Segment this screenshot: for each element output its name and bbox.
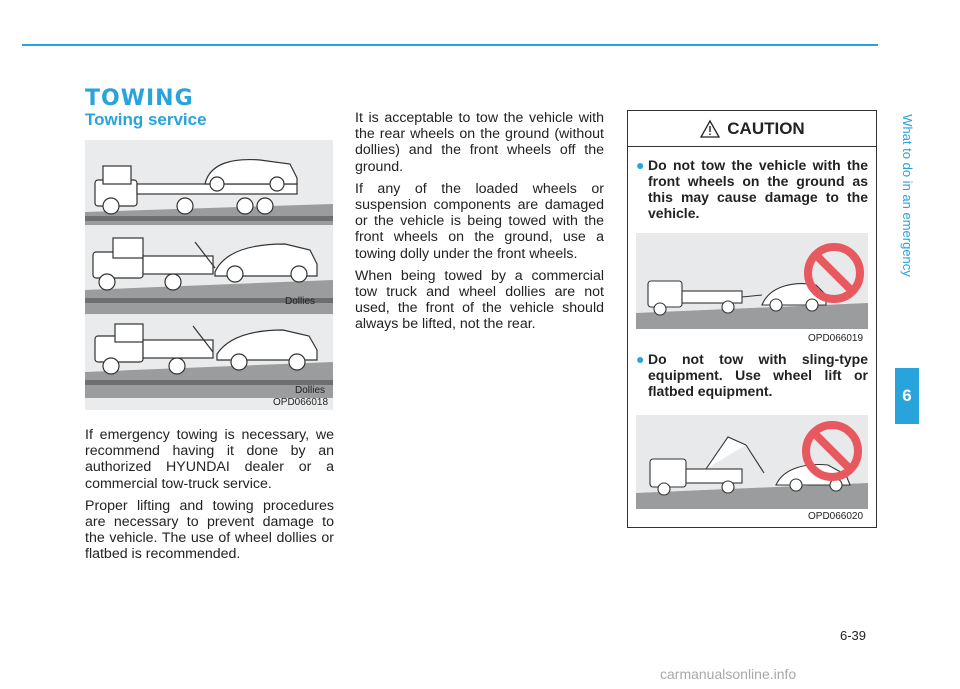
warning-triangle-icon (699, 119, 721, 139)
chapter-side-label: What to do in an emergency (899, 113, 915, 277)
tow-front-wheels-on-ground-illustration (636, 233, 868, 329)
paragraph: Proper lifting and towing procedures are necessary to prevent damage to the vehicle. The use of wheel dollies or flatbed is recommended. (85, 497, 334, 563)
paragraph: If any of the loaded wheels or suspension components are damaged or the vehicle is being towed with the front wheels on the ground, use a towing dolly under the front wheels. (355, 180, 604, 262)
prohibition-icon (808, 247, 860, 299)
towing-methods-illustration (85, 140, 333, 410)
dollies-label: Dollies (285, 296, 316, 307)
top-rule (22, 44, 878, 46)
caution-box (627, 110, 877, 528)
caution-title: CAUTION (727, 118, 805, 138)
no-front-wheels-on-ground-figure (636, 233, 868, 344)
dollies-label: Dollies (295, 385, 326, 396)
caution-header (628, 111, 876, 147)
no-sling-type-figure (636, 415, 868, 522)
left-column-text (85, 427, 334, 569)
paragraph: It is acceptable to tow the vehicle with the rear wheels on the ground (without dollies) and the front wheels off the ground. (355, 110, 604, 175)
paragraph: When being towed by a commercial tow truck and wheel dollies are not used, the front of the vehicle should always be lifted, not the rear. (355, 267, 604, 333)
bullet-icon: ● (636, 157, 645, 173)
watermark-text: carmanualsonline.info (660, 666, 797, 682)
subsection-title: Towing service (85, 110, 207, 129)
page-number: 6-39 (840, 628, 867, 643)
middle-column-text (355, 110, 604, 339)
towing-methods-figure (85, 140, 333, 410)
section-title: TOWING (85, 86, 194, 111)
bullet-icon: ● (636, 351, 645, 367)
figure-code: OPD066018 (273, 397, 329, 408)
paragraph: If emergency towing is necessary, we recommend having it done by an authorized HYUNDAI dealer or a commercial tow-truck service. (85, 427, 334, 492)
chapter-number-tab: 6 (895, 368, 919, 424)
figure-code: OPD066019 (808, 333, 864, 344)
sling-type-tow-illustration (636, 415, 868, 509)
caution-item: ● Do not tow the vehicle with the front wheels on the ground as this may cause damage to the vehicle. (636, 157, 868, 221)
caution-item: ● Do not tow with sling-type equipment. Use wheel lift or flatbed equipment. (636, 351, 868, 399)
figure-code: OPD066020 (808, 511, 864, 522)
